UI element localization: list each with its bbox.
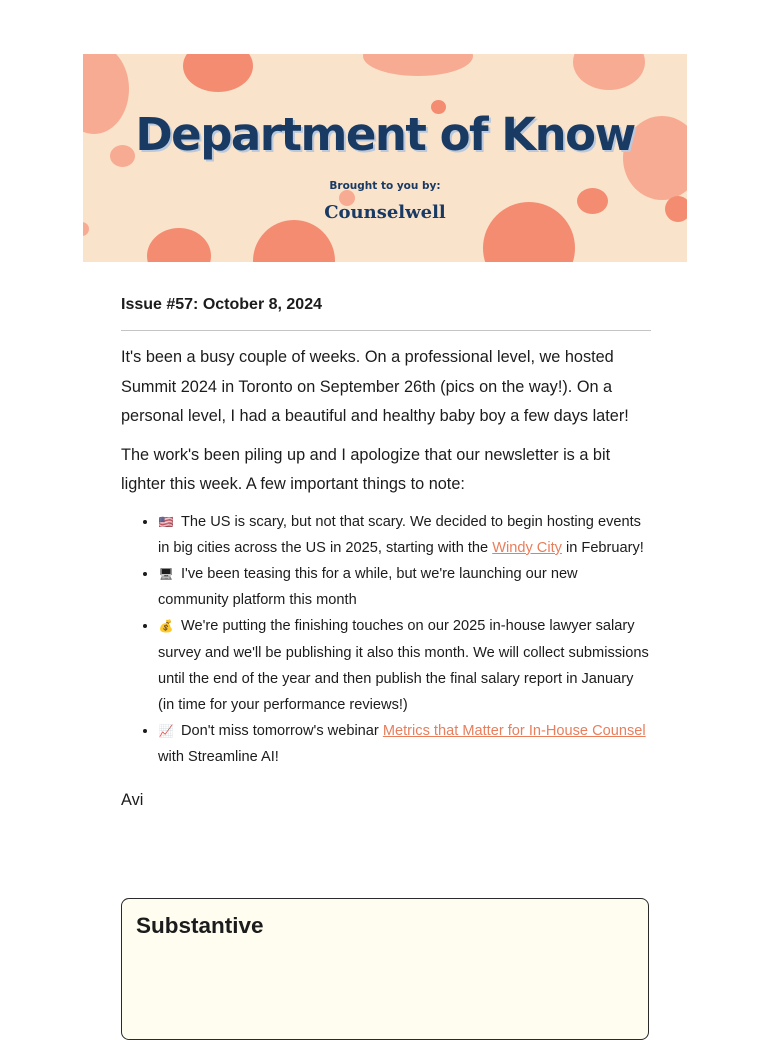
chart-increasing-icon: 📈	[158, 724, 174, 739]
bullet-text: We're putting the finishing touches on our 2025 in-house lawyer salary survey and we'll be publishing it also this month. We will collect submissions until the end of the year and then publish the final salary report in January (in time for your performance reviews!)	[158, 618, 649, 713]
section-card	[121, 898, 649, 1040]
computer-icon: 🖥	[158, 566, 174, 581]
bullet-text: Don't miss tomorrow's webinar	[181, 723, 383, 740]
decor-dot	[573, 54, 645, 90]
webinar-link[interactable]: Metrics that Matter for In-House Counsel	[382, 723, 646, 740]
money-bag-icon: 💰	[158, 619, 174, 634]
announcement-list	[121, 509, 651, 771]
banner-title: Department of Know	[135, 108, 635, 161]
decor-dot	[83, 222, 89, 236]
bullet-text: in February!	[561, 539, 644, 556]
intro-paragraph: The work's been piling up and I apologize that our newsletter is a bit lighter this week. A few important things to note:	[121, 445, 611, 493]
newsletter-body	[121, 294, 651, 811]
signature: Avi	[121, 790, 144, 809]
decor-dot	[183, 54, 253, 92]
list-item	[158, 561, 651, 613]
decor-dot	[253, 220, 335, 262]
list-item	[158, 718, 651, 770]
issue-heading: Issue #57: October 8, 2024	[121, 296, 322, 313]
list-item	[158, 509, 651, 561]
bullet-text: with Streamline AI!	[158, 749, 279, 766]
bullet-text: The US is scary, but not that scary. We decided to begin hosting events in big cities across the US in 2025, starting with the	[158, 513, 641, 556]
divider	[121, 330, 651, 331]
brand-logo: Counselwell	[324, 202, 446, 223]
banner-subtitle: Brought to you by:	[329, 180, 441, 192]
decor-dot	[147, 228, 211, 262]
list-item	[158, 613, 651, 718]
windy-city-link[interactable]: Windy City	[492, 539, 562, 556]
intro-paragraph: It's been a busy couple of weeks. On a professional level, we hosted Summit 2024 in Toronto on September 26th (pics on the way!). On a personal level, I had a beautiful and healthy baby boy a few days later!	[121, 348, 629, 425]
section-title: Substantive	[136, 913, 264, 938]
us-flag-icon: 🇺🇸	[158, 514, 174, 529]
decor-dot	[363, 54, 473, 76]
newsletter-banner	[83, 54, 687, 262]
bullet-text: I've been teasing this for a while, but we're launching our new community platform this month	[158, 565, 578, 609]
